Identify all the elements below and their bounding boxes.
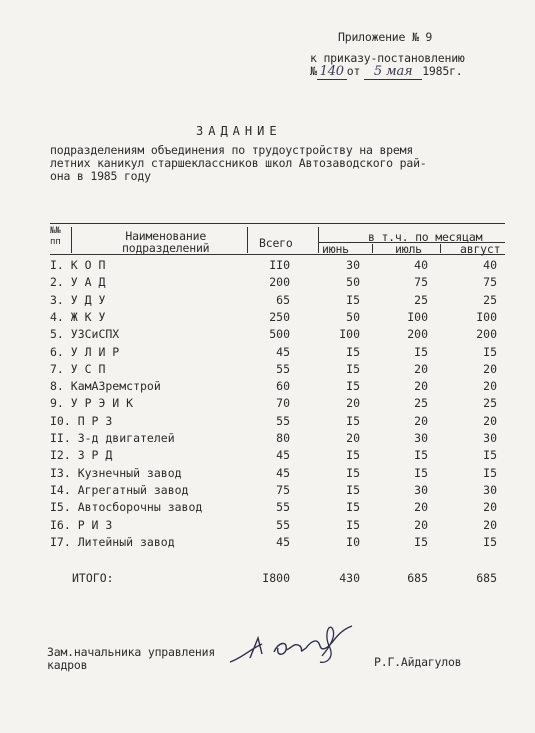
row-name: I2. З Р Д: [50, 448, 113, 463]
row-august: 20: [483, 413, 497, 428]
row-june: I0: [346, 534, 360, 549]
row-june: I5: [346, 517, 360, 532]
row-total: 55: [276, 500, 290, 515]
header-july: июль: [395, 242, 422, 256]
row-august: 20: [483, 517, 497, 532]
row-name: I0. П Р З: [50, 413, 113, 428]
row-june: I5: [346, 413, 360, 428]
header-august: август: [460, 242, 501, 256]
row-total: 500: [269, 327, 290, 342]
order-line: к приказу-постановлению: [310, 51, 465, 65]
row-total: 70: [276, 396, 290, 411]
row-total: 55: [276, 517, 290, 532]
total-sum: I800: [262, 571, 290, 585]
row-name: I3. Кузнечный завод: [50, 465, 182, 480]
table-row: [0, 310, 535, 327]
signer-position-line-1: Зам.начальника управления: [47, 645, 216, 659]
row-name: 6. У Л И Р: [50, 344, 120, 359]
row-june: I5: [346, 448, 360, 463]
row-july: I5: [414, 534, 428, 549]
row-june: I5: [346, 361, 360, 376]
row-july: 25: [414, 396, 428, 411]
row-june: I5: [346, 482, 360, 497]
table-header-bottom-rule: [50, 254, 505, 255]
row-july: I5: [414, 448, 428, 463]
row-june: 20: [346, 396, 360, 411]
row-august: I5: [483, 534, 497, 549]
row-june: I00: [339, 327, 360, 342]
row-total: 80: [276, 431, 290, 445]
row-total: 200: [269, 275, 290, 290]
row-july: 20: [414, 500, 428, 515]
row-july: 30: [414, 482, 428, 497]
total-august: 685: [476, 571, 497, 585]
table-row: [0, 362, 535, 379]
row-name: 3. У Д У: [50, 292, 106, 307]
row-total: II0: [269, 258, 290, 272]
table-row: [0, 345, 535, 362]
row-august: 20: [483, 379, 497, 394]
row-name: 5. УЗСиСПХ: [50, 327, 120, 342]
row-total: 250: [269, 309, 290, 324]
row-august: 20: [483, 500, 497, 515]
row-august: 30: [483, 431, 497, 445]
handwritten-signature: [222, 618, 372, 668]
row-june: 30: [346, 258, 360, 272]
row-name: 2. У А Д: [50, 275, 106, 290]
order-number-line: [310, 64, 463, 80]
table-row: [0, 327, 535, 344]
table-row: [0, 483, 535, 500]
row-august: I5: [483, 344, 497, 359]
table-row: [0, 431, 535, 448]
divider-total: [318, 227, 319, 253]
row-june: I5: [346, 344, 360, 359]
table-row: [0, 414, 535, 431]
total-row: [0, 571, 535, 588]
row-august: I5: [483, 465, 497, 480]
row-name: 9. У Р Э И К: [50, 396, 134, 411]
table-row: [0, 448, 535, 465]
row-total: 60: [276, 379, 290, 394]
row-june: I5: [346, 379, 360, 394]
row-june: I5: [346, 465, 360, 480]
row-august: I00: [476, 309, 497, 324]
row-name: 7. У С П: [50, 361, 106, 376]
row-july: 20: [414, 379, 428, 394]
divider-name: [247, 227, 248, 253]
row-august: 25: [483, 292, 497, 307]
row-july: 75: [414, 275, 428, 290]
subtitle-line-2: летних каникул старшеклассников школ Автозаводского рай-: [50, 156, 427, 170]
subtitle-line-3: она в 1985 году: [50, 169, 151, 183]
row-august: 20: [483, 361, 497, 376]
table-row: [0, 275, 535, 292]
row-total: 65: [276, 292, 290, 307]
row-total: 45: [276, 448, 290, 463]
appendix-label: Приложение № 9: [338, 30, 433, 44]
row-name: I7. Литейный завод: [50, 534, 175, 549]
row-total: 45: [276, 344, 290, 359]
subtitle-line-1: подразделениям объединения по трудоустройству на время: [50, 143, 414, 157]
row-name: I5. Автосборочны завод: [50, 500, 203, 515]
signer-name: Р.Г.Айдагулов: [374, 655, 462, 669]
table-row: [0, 258, 535, 275]
row-name: I. К О П: [50, 258, 106, 272]
row-july: 20: [414, 413, 428, 428]
header-name: Наименование подразделений: [122, 229, 210, 255]
handwritten-number: 140: [319, 64, 344, 79]
row-total: 55: [276, 361, 290, 376]
row-august: 200: [476, 327, 497, 342]
row-total: 45: [276, 465, 290, 480]
row-june: 20: [346, 431, 360, 445]
header-june: июнь: [322, 242, 349, 256]
row-name: 4. Ж К У: [50, 309, 106, 324]
row-name: II. З-д двигателей: [50, 431, 175, 445]
row-august: 25: [483, 396, 497, 411]
row-august: 30: [483, 482, 497, 497]
header-months-group: в т.ч. по месяцам: [368, 230, 483, 244]
row-august: 40: [483, 258, 497, 272]
row-june: I5: [346, 292, 360, 307]
row-june: 50: [346, 275, 360, 290]
row-total: 55: [276, 413, 290, 428]
year: 1985г.: [422, 64, 463, 78]
table-row: [0, 396, 535, 413]
divider-july: [440, 244, 441, 253]
row-june: 50: [346, 309, 360, 324]
header-total: Всего: [259, 236, 293, 250]
total-label: ИТОГО:: [72, 571, 114, 585]
document-title: ЗАДАНИЕ: [196, 124, 282, 138]
signer-position-line-2: кадров: [47, 658, 88, 672]
table-row: [0, 466, 535, 483]
row-total: 45: [276, 534, 290, 549]
number-prefix: №: [310, 64, 317, 78]
row-july: 30: [414, 431, 428, 445]
table-row: [0, 535, 535, 552]
total-june: 430: [339, 571, 360, 585]
row-june: I5: [346, 500, 360, 515]
row-july: I5: [414, 344, 428, 359]
row-name: I6. Р И З: [50, 517, 113, 532]
table-row: [0, 518, 535, 535]
row-august: I5: [483, 448, 497, 463]
row-july: 25: [414, 292, 428, 307]
row-july: I5: [414, 465, 428, 480]
row-july: 20: [414, 361, 428, 376]
table-top-rule: [50, 223, 505, 224]
row-july: I00: [407, 309, 428, 324]
table-row: [0, 379, 535, 396]
row-total: 75: [276, 482, 290, 497]
table-row: [0, 293, 535, 310]
row-name: 8. КамАЗремстрой: [50, 379, 161, 394]
row-july: 40: [414, 258, 428, 272]
date-from: от: [346, 64, 361, 78]
row-august: 75: [483, 275, 497, 290]
signature-scribble: [222, 618, 372, 668]
row-july: 200: [407, 327, 428, 342]
divider-june: [372, 244, 373, 253]
table-row: [0, 500, 535, 517]
header-number: №№ пп: [50, 226, 61, 247]
handwritten-date: 5 мая: [373, 64, 413, 79]
total-july: 685: [407, 571, 428, 585]
row-name: I4. Агрегатный завод: [50, 482, 189, 497]
row-july: 20: [414, 517, 428, 532]
divider-num: [71, 227, 72, 253]
